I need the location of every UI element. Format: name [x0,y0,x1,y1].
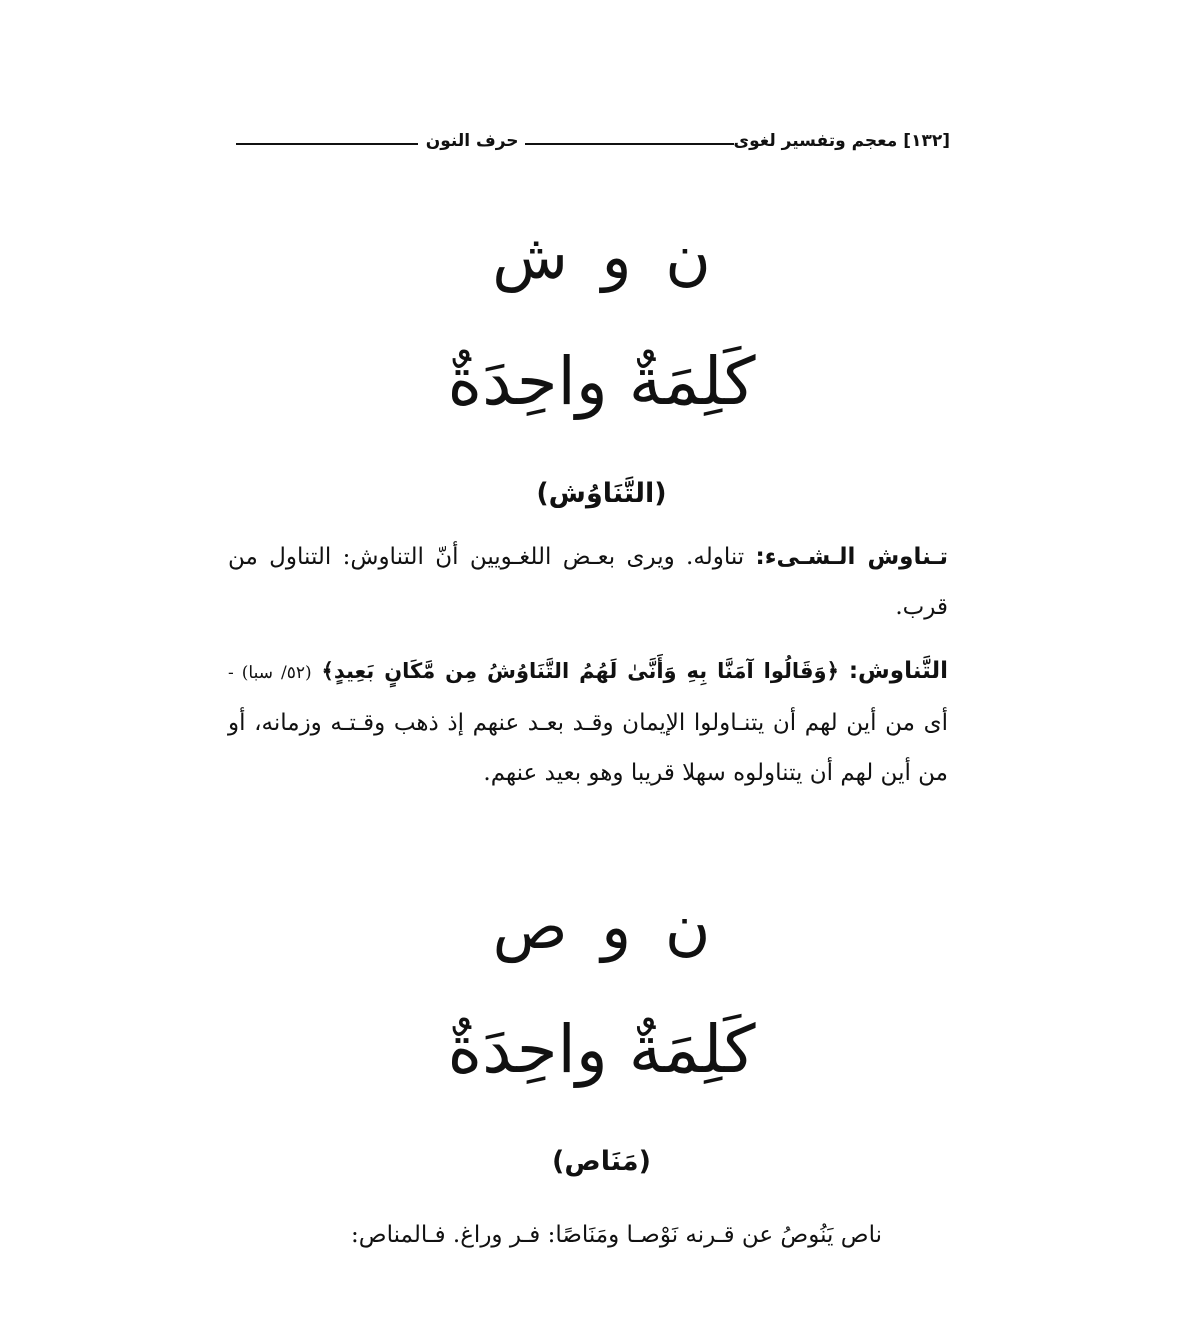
entry-root: ن و ص [492,890,711,963]
entry-subtitle: كَلِمَةٌ واحِدَةٌ [447,343,756,420]
quran-quote: ﴿وَقَالُوا آمَنَّا بِهِ وَأَنَّىٰ لَهُمُ التَّنَاوُشُ مِن مَّكَانٍ بَعِيدٍ﴾ [321,659,839,683]
entry-headword: (مَنَاص) [552,1146,651,1177]
header-rule-end [236,143,418,145]
running-header [228,124,950,158]
header-rule [525,143,734,145]
definition-paragraph [228,646,948,798]
chapter-title: حرف النون [425,131,519,151]
definition-text: أى من أين لهم أن يتنـاولوا الإيمان وقـد بعـد عنهم إذ ذهب وقـتـه وزمانه، أو من أين لهم أن يتناولوه سهلا قريبا وهو بعيد عنهم. [228,710,948,786]
page-number: [١٣٢] [903,131,950,151]
book-title: معجم وتفسير لغوى [733,131,898,151]
entry-headword: (التَّنَاوُش) [536,478,667,509]
definition-paragraph [222,1210,882,1260]
definition-text: ناص يَنُوصُ عن قـرنه نَوْصـا ومَنَاصًا: فـر وراغ. فـالمناص: [351,1222,882,1248]
entry-root: ن و ش [492,220,711,293]
definition-term: التَّناوش: [848,658,949,684]
entry-subtitle: كَلِمَةٌ واحِدَةٌ [447,1011,756,1088]
quran-reference: (٥٢/ سبا) - [228,663,312,683]
definition-text: تناوله. ويرى بعـض اللغـويين أنّ التناوش: التناول من قرب. [228,544,948,620]
definition-term: تـناوش الـشـىء: [755,544,949,570]
definition-paragraph [228,532,948,632]
